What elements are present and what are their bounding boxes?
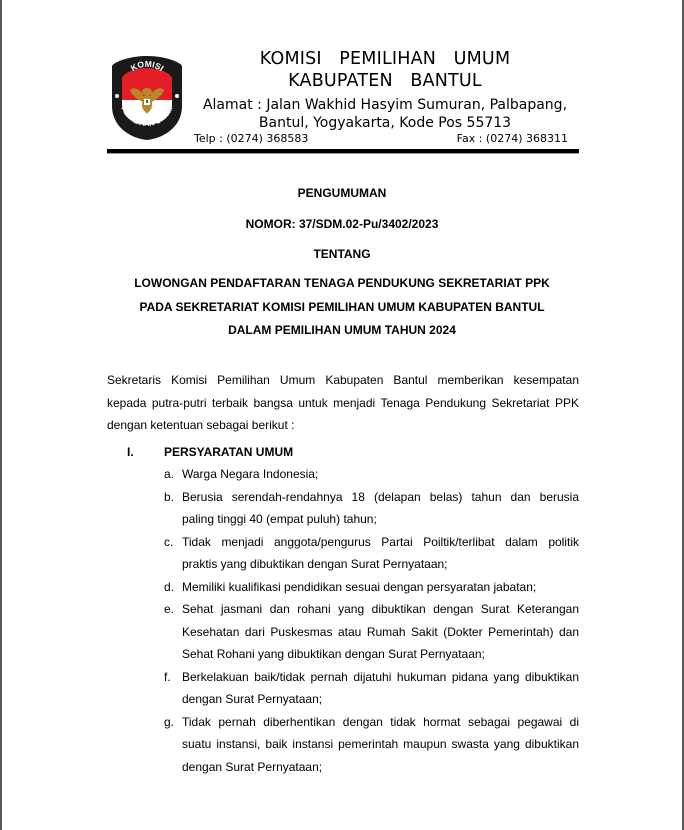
list-item — [164, 486, 579, 531]
item-line: Sehat jasmani dan rohani yang dibuktikan dengan Surat Keterangan — [182, 602, 579, 616]
subject-line-2: PADA SEKRETARIAT KOMISI PEMILIHAN UMUM KABUPATEN BANTUL — [139, 300, 545, 314]
list-item — [164, 711, 579, 779]
item-line: Tidak menjadi anggota/pengurus Partai Poiltik/terlibat dalam politik — [182, 534, 579, 549]
intro-line: dengan ketentuan sebagai berikut : — [107, 418, 295, 432]
item-line: praktis yang dibuktikan dengan Surat Pernyataan; — [182, 557, 448, 571]
list-marker: c. — [164, 534, 174, 549]
intro-line: Sekretaris Komisi Pemilihan Umum Kabupaten Bantul memberikan kesempatan — [107, 373, 579, 387]
address-line1: Alamat : Jalan Wakhid Hasyim Sumuran, Palbapang, — [202, 97, 568, 113]
requirements-list — [164, 463, 579, 778]
telephone: Telp : (0274) 368583 — [194, 132, 309, 145]
logo-bottom-text: PEMILIHAN UMUM — [119, 104, 175, 129]
list-item — [164, 531, 579, 576]
list-marker: g. — [164, 714, 175, 729]
subject-line-3: DALAM PEMILIHAN UMUM TAHUN 2024 — [228, 323, 456, 337]
list-marker: d. — [164, 579, 175, 594]
list-item — [164, 666, 579, 711]
address-line2: Bantul, Yogyakarta, Kode Pos 55713 — [258, 115, 512, 131]
list-marker: f. — [164, 669, 171, 684]
logo-top-text: KOMISI — [128, 58, 166, 74]
org-name-line1: KOMISI PEMILIHAN UMUM — [259, 49, 511, 69]
announcement-heading: PENGUMUMAN — [297, 186, 387, 200]
kpu-logo-icon — [110, 54, 184, 142]
item-line: Warga Negara Indonesia; — [182, 467, 319, 481]
announcement-about: TENTANG — [313, 247, 371, 261]
list-item — [164, 598, 579, 666]
list-item — [164, 463, 579, 486]
list-item — [164, 576, 579, 599]
subject-line-1: LOWONGAN PENDAFTARAN TENAGA PENDUKUNG SEKRETARIAT PPK — [134, 276, 550, 290]
intro-line: kepada putra-putri terbaik bangsa untuk menjadi Tenaga Pendukung Sekretariat PPK — [107, 395, 579, 410]
org-name-line2: KABUPATEN BANTUL — [288, 71, 482, 91]
section-number: I. — [127, 445, 134, 459]
item-line: Memiliki kualifikasi pendidikan sesuai dengan persyaratan jabatan; — [182, 579, 537, 594]
item-line: paling tinggi 40 (empat puluh) tahun; — [182, 512, 377, 526]
section-title: PERSYARATAN UMUM — [164, 445, 294, 459]
fax: Fax : (0274) 368311 — [456, 132, 568, 145]
list-marker: b. — [164, 489, 175, 504]
item-line: Sehat Rohani yang dibuktikan dengan Surat Pernyataan; — [182, 647, 485, 661]
item-line: Berkelakuan baik/tidak pernah dijatuhi hukuman pidana yang dibuktikan — [182, 669, 579, 684]
intro-paragraph — [107, 369, 579, 437]
item-line: suatu instansi, baik instansi pemerintah maupun swasta yang dibuktikan — [182, 737, 579, 751]
item-line: Kesehatan dari Puskesmas atau Rumah Sakit (Dokter Pemerintah) dan — [182, 624, 579, 639]
list-marker: a. — [164, 467, 175, 481]
item-line: Tidak pernah diberhentikan dengan tidak hormat sebagai pegawai di — [182, 714, 579, 729]
item-line: dengan Surat Pernyataan; — [182, 759, 323, 774]
letterhead-rule-thin — [107, 153, 579, 154]
item-line: Berusia serendah-rendahnya 18 (delapan belas) tahun dan berusia — [182, 489, 579, 504]
item-line: dengan Surat Pernyataan; — [182, 692, 323, 706]
announcement-number: NOMOR: 37/SDM.02-Pu/3402/2023 — [245, 217, 439, 231]
list-marker: e. — [164, 602, 175, 616]
